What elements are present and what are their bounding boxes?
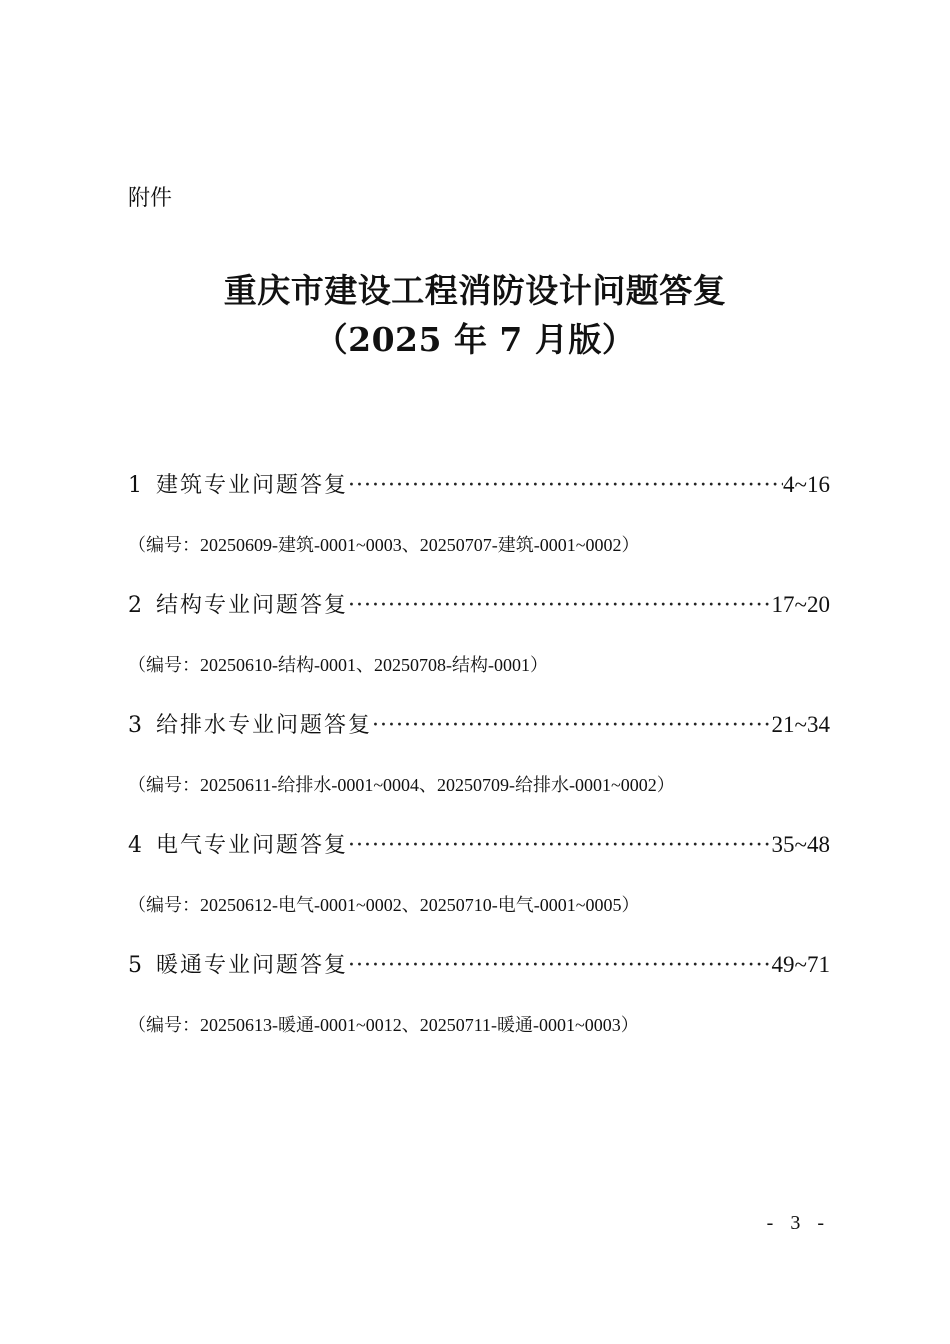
- toc-entry-title: 电气专业问题答复: [156, 833, 349, 858]
- toc-entry-title: 给排水专业问题答复: [156, 713, 373, 738]
- document-subtitle: （2025 年 7 月版）: [314, 320, 636, 359]
- toc-entry: [128, 825, 830, 945]
- toc-entry-code: （编号：20250611-给排水-0001~0004、20250709-给排水-0001~0002）: [128, 775, 675, 795]
- toc-entry: [128, 705, 830, 825]
- toc-entry-pages: 17~20: [771, 592, 830, 617]
- toc-entry: [128, 945, 830, 1065]
- toc-leader-dots: [348, 466, 783, 506]
- toc-entry-line[interactable]: [128, 465, 830, 505]
- toc-entry-code: （编号：20250613-暖通-0001~0012、20250711-暖通-0001~0003）: [128, 1015, 639, 1035]
- toc-entry-number: 5: [128, 953, 142, 978]
- toc-entry-pages: 35~48: [771, 832, 830, 857]
- toc-leader-dots: [348, 826, 772, 866]
- toc-leader-dots: [348, 946, 772, 986]
- toc-leader-dots: [348, 586, 772, 626]
- toc-entry-pages: 49~71: [771, 952, 830, 977]
- toc-entry-pages: 4~16: [783, 472, 830, 497]
- attachment-label: 附件: [128, 186, 173, 211]
- toc-entry: [128, 585, 830, 705]
- toc-entry-code: （编号：20250609-建筑-0001~0003、20250707-建筑-0001~0002）: [128, 535, 640, 555]
- toc-entry-title: 结构专业问题答复: [156, 593, 349, 618]
- toc-entry-line[interactable]: [128, 825, 830, 865]
- toc-entry-line[interactable]: [128, 705, 830, 745]
- toc-entry-pages: 21~34: [771, 712, 830, 737]
- toc-leader-dots: [372, 706, 772, 746]
- toc-entry-number: 4: [128, 833, 142, 858]
- toc-entry-number: 3: [128, 713, 142, 738]
- toc-entry-title: 建筑专业问题答复: [156, 473, 349, 498]
- toc-entry-title: 暖通专业问题答复: [156, 953, 349, 978]
- table-of-contents: [128, 465, 830, 1065]
- toc-entry-number: 2: [128, 593, 142, 618]
- toc-entry-number: 1: [128, 473, 142, 498]
- toc-entry-code: （编号：20250612-电气-0001~0002、20250710-电气-0001~0005）: [128, 895, 640, 915]
- document-title: 重庆市建设工程消防设计问题答复: [223, 271, 727, 310]
- toc-entry-line[interactable]: [128, 945, 830, 985]
- toc-entry: [128, 465, 830, 585]
- toc-entry-code: （编号：20250610-结构-0001、20250708-结构-0001）: [128, 655, 548, 675]
- toc-entry-line[interactable]: [128, 585, 830, 625]
- page-number: - 3 -: [766, 1212, 830, 1234]
